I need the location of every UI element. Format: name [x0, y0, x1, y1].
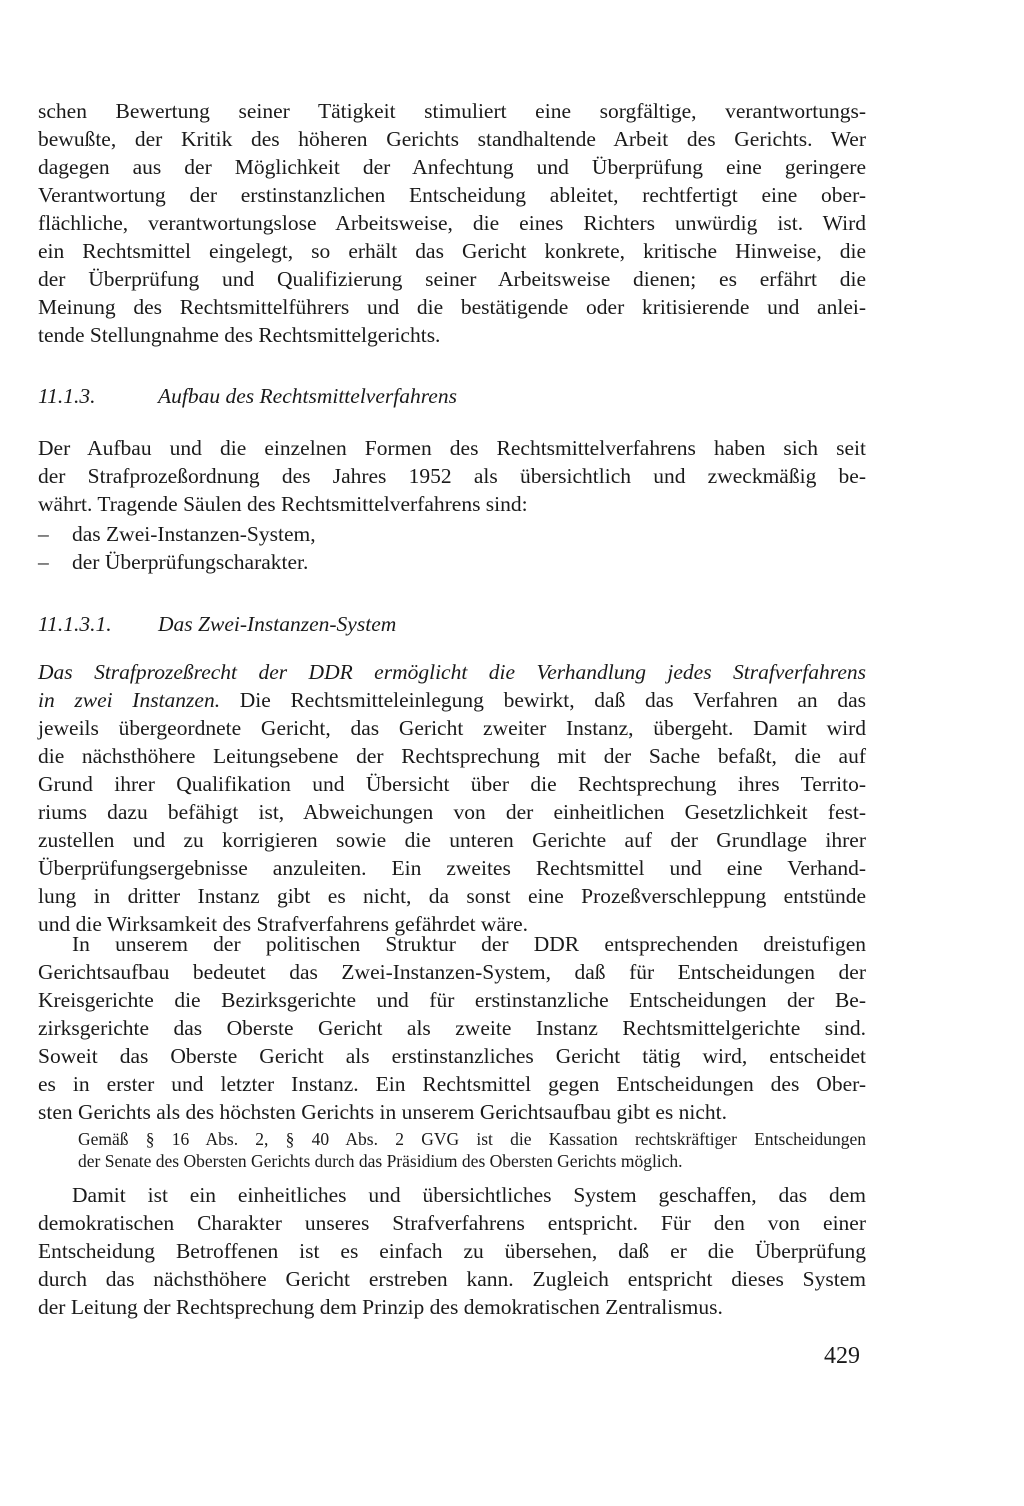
text-line: Meinung des Rechtsmittelführers und die bestätigende oder kritisierende und anlei- [38, 295, 866, 319]
text-line: riums dazu befähigt ist, Abweichungen von der einheitlichen Gesetzlichkeit fest- [38, 800, 866, 824]
section-number: 11.1.3. [38, 384, 96, 408]
subsection-heading [38, 612, 396, 637]
subsection-number: 11.1.3.1. [38, 612, 112, 636]
text-line: tende Stellungnahme des Rechtsmittelgerichts. [38, 323, 441, 347]
text-line: flächliche, verantwortungslose Arbeitsweise, die eines Richters unwürdig ist. Wird [38, 211, 866, 235]
text-line: es in erster und letzter Instanz. Ein Rechtsmittel gegen Entscheidungen des Ober- [38, 1072, 866, 1096]
text-line: der Leitung der Rechtsprechung dem Prinzip des demokratischen Zentralismus. [38, 1295, 723, 1319]
list-dash: – [38, 522, 49, 546]
text-line: Der Aufbau und die einzelnen Formen des Rechtsmittelverfahrens haben sich seit [38, 436, 866, 460]
list-dash: – [38, 550, 49, 574]
text-line: Entscheidung Betroffenen ist es einfach zu übersehen, daß er die Überprüfung [38, 1239, 866, 1263]
section-1-paragraph [38, 436, 866, 576]
text-line: die nächsthöhere Leitungsebene der Rechtsprechung mit der Sache befaßt, die auf [38, 744, 866, 768]
text-line: sten Gerichts als des höchsten Gerichts in unserem Gerichtsaufbau gibt es nicht. [38, 1100, 728, 1124]
text-fragment: Die Rechtsmitteleinlegung bewirkt, daß das Verfahren an das [220, 688, 866, 712]
text-line: Gerichtsaufbau bedeutet das Zwei-Instanzen-System, daß für Entscheidungen der [38, 960, 866, 984]
list-item-text: der Überprüfungscharakter. [72, 550, 309, 574]
text-line: Damit ist ein einheitliches und übersichtliches System geschaffen, das dem [72, 1183, 866, 1207]
text-line: bewußte, der Kritik des höheren Gerichts standhaltende Arbeit des Gerichts. Wer [38, 127, 866, 151]
subsection-paragraph-1 [38, 660, 866, 940]
text-line: In unserem der politischen Struktur der DDR entsprechenden dreistufigen [72, 932, 866, 956]
list-item [38, 548, 866, 576]
list-item-text: das Zwei-Instanzen-System, [72, 522, 316, 546]
text-line: Kreisgerichte die Bezirksgerichte und für erstinstanzliche Entscheidungen der Be- [38, 988, 866, 1012]
text-line: zirksgerichte das Oberste Gericht als zweite Instanz Rechtsmittelgerichte sind. [38, 1016, 866, 1040]
text-line: der Überprüfung und Qualifizierung seiner Arbeitsweise dienen; es erfährt die [38, 267, 866, 291]
subsection-title: Das Zwei-Instanzen-System [158, 612, 397, 636]
text-line: zustellen und zu korrigieren sowie die unteren Gerichte auf der Grundlage ihrer [38, 828, 866, 852]
text-line: Grund ihrer Qualifikation und Übersicht über die Rechtsprechung ihres Territo- [38, 772, 866, 796]
page-number: 429 [824, 1343, 860, 1369]
text-line: durch das nächsthöhere Gericht erstreben kann. Zugleich entspricht dieses System [38, 1267, 866, 1291]
text-line: demokratischen Charakter unseres Strafverfahrens entspricht. Für den von einer [38, 1211, 866, 1235]
subsection-paragraph-2 [38, 932, 866, 1128]
text-line: dagegen aus der Möglichkeit der Anfechtung und Überprüfung eine geringere [38, 155, 866, 179]
note-line: der Senate des Obersten Gerichts durch das Präsidium des Obersten Gerichts möglich. [78, 1151, 683, 1171]
text-line: der Strafprozeßordnung des Jahres 1952 als übersichtlich und zweckmäßig be- [38, 464, 866, 488]
section-heading [38, 384, 457, 409]
text-line: ein Rechtsmittel eingelegt, so erhält das Gericht konkrete, kritische Hinweise, die [38, 239, 866, 263]
note-line: Gemäß § 16 Abs. 2, § 40 Abs. 2 GVG ist die Kassation rechtskräftiger Entscheidungen [78, 1129, 866, 1149]
text-line: lung in dritter Instanz gibt es nicht, da sonst eine Prozeßverschleppung entstünde [38, 884, 866, 908]
text-line: Überprüfungsergebnisse anzuleiten. Ein zweites Rechtsmittel und eine Verhand- [38, 856, 866, 880]
emphasis: in zwei Instanzen. [38, 688, 221, 712]
text-line [38, 688, 866, 716]
text-line: währt. Tragende Säulen des Rechtsmittelverfahrens sind: [38, 492, 528, 516]
text-line: schen Bewertung seiner Tätigkeit stimuliert eine sorgfältige, verantwortungs- [38, 99, 866, 123]
text-line: Verantwortung der erstinstanzlichen Entscheidung ableitet, rechtfertigt eine ober- [38, 183, 866, 207]
footnote-block [78, 1128, 866, 1172]
list-item [38, 520, 866, 548]
intro-paragraph [38, 99, 866, 351]
subsection-paragraph-3 [38, 1183, 866, 1323]
text-line: Soweit das Oberste Gericht als erstinstanzliches Gericht tätig wird, entscheidet [38, 1044, 866, 1068]
text-line: Das Strafprozeßrecht der DDR ermöglicht die Verhandlung jedes Strafverfahrens [38, 660, 866, 684]
section-title: Aufbau des Rechtsmittelverfahrens [158, 384, 457, 408]
text-line: jeweils übergeordnete Gericht, das Gericht zweiter Instanz, übergeht. Damit wird [38, 716, 866, 740]
text-line: und die Wirksamkeit des Strafverfahrens gefährdet wäre. [38, 912, 529, 936]
